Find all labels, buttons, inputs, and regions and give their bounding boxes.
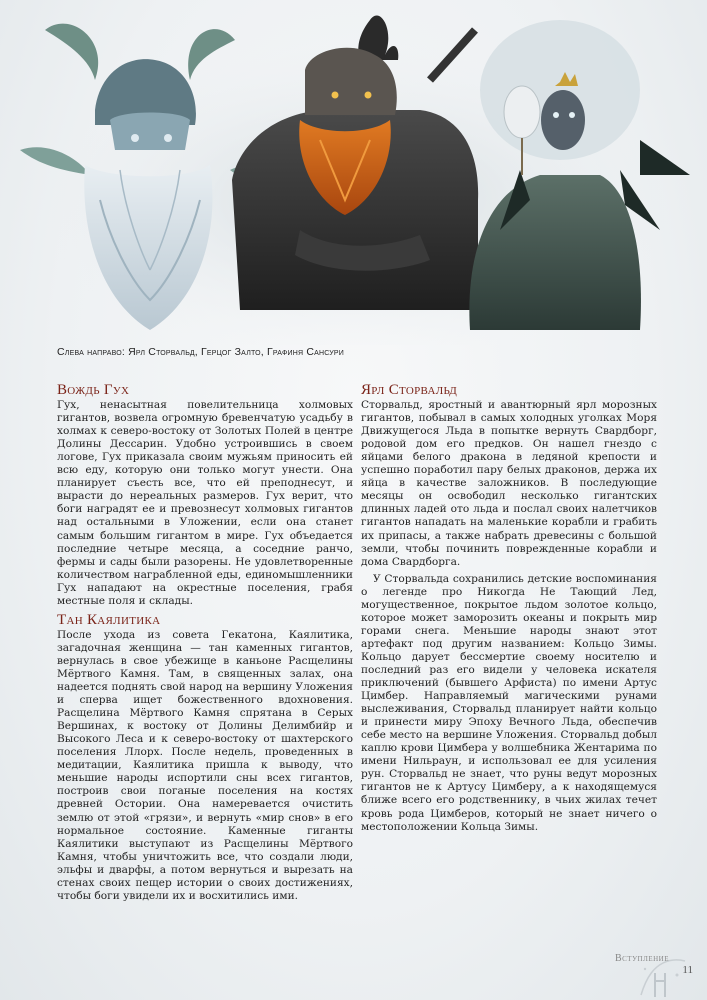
section-jarl-storvald <box>361 384 657 834</box>
left-column <box>57 384 353 909</box>
section-chief-guh <box>57 384 353 608</box>
chapter-footer-label: Вступление <box>614 953 669 964</box>
section-title: Вождь Гух <box>57 382 130 398</box>
page-number: 11 <box>682 964 693 976</box>
section-thane-kayalithica <box>57 611 353 903</box>
paragraph: Гух, ненасытная повелительница холмовых гигантов, возвела огромную бревенчатую усадьбу в холмах к северо-востоку от Золотых Полей в центре Долины Дессарин. Удобно устроившись в своем логове, Гух приказала своим мужьям приносить ей всю еду, которую они только могут унести. Она планирует съесть все, что ей преподнесут, и вырасти до нереальных размеров. Гух верит, что боги наградят ее и превознесут холмовых гигантов над остальными в Уложении, если она станет самым большим гигантом в мире. Гух объедается последние четыре месяца, а соседние ранчо, фермы и сады были разорены. Не удовлетворенные количеством награбленной еды, единомышленники Гух нападают на окрестные поселения, грабя местные поля и склады. <box>57 399 353 607</box>
paragraph: У Сторвальда сохранились детские воспоминания о легенде про Никогда Не Тающий Лед, могущественное, покрытое льдом золотое кольцо, которое может заморозить океаны и покрыть мир горами снега. Меньшие народы знают этот артефакт под другим названием: Кольцо Зимы. Кольцо дарует бессмертие своему носителю и последний раз его видели у человека искателя приключений (бывшего Арфиста) по имени Артус Цимбер. Направляемый магическими рунами выслеживания, Сторвальд планирует найти кольцо и принести миру Эпоху Вечного Льда, обеспечив себе место на вершине Уложения. Сторвальд добыл каплю крови Цимбера у волшебника Жентарима по имени Нильраун, и использовал ее для усиления рун. Сторвальд не знает, что руны ведут морозных гигантов не к Артусу Цимберу, а к находящемуся ближе всего его родственнику, в чьих жилах течет кровь рода Цимберов, который не знает ничего о местоположении Кольца Зимы. <box>361 572 657 833</box>
giants-illustration <box>0 0 707 345</box>
paragraph: Сторвальд, яростный и авантюрный ярл морозных гигантов, побывал в самых холодных уголках Моря Движущегося Льда в попытке вернуть Свардборг, родовой дом его предков. Он нашел гнездо с яйцами белого дракона в ледяной крепости и успешно поработил пару белых драконов, держа их яйца в качестве заложников. В последующие месяцы он освободил несколько гигантских длинных ладей ото льда и послал своих налетчиков гигантов нападать на маленькие корабли и грабить их припасы, а также набрать древесины с большой земли, чтобы починить поврежденные корабли и дома Свардборга. <box>361 399 657 568</box>
section-title: Тан Каялитика <box>57 611 161 628</box>
illustration-caption: Слева направо: Ярл Сторвальд, Герцог Залто, Графиня Сансури <box>57 346 345 358</box>
section-title: Ярл Сторвальд <box>361 382 458 398</box>
paragraph: После ухода из совета Гекатона, Каялитика, загадочная женщина — тан каменных гигантов, вернулась в свое убежище в каньоне Расщелины Мёртвого Камня. Там, в священных залах, она надеется поднять свой народ на вершину Уложения и сперва ищет божественного вдохновения. Расщелина Мёртвого Камня спрятана в Серых Вершинах, к востоку от Долины Делимбийр и Высокого Леса и к северо-востоку от шахтерского поселения Ллорх. После недель, проведенных в медитации, Каялитика пришла к выводу, что меньшие народы испортили сны всех гигантов, построив свои поганые поселения на костях древней Остории. Она намеревается очистить землю от этой «грязи», и вернуть «мир снов» в его нормальное состояние. Каменные гиганты Каялитики выступают из Расщелины Мёртвого Камня, чтобы уничтожить все, что создали люди, эльфы и дварфы, а потом вернуться и вырезать на стенах своих пещер истории о своих достижениях, чтобы боги увидели их и восхитились ими. <box>57 628 353 902</box>
right-column <box>361 384 657 840</box>
